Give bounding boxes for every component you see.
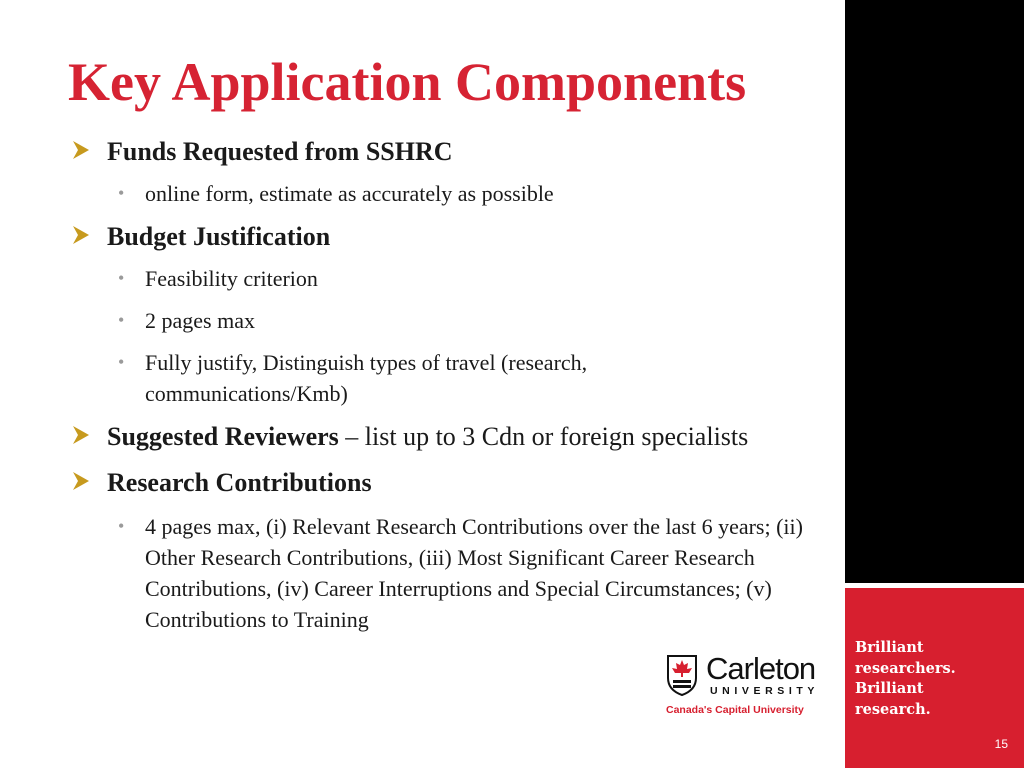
section-reviewers (70, 421, 830, 453)
side-panel-black (845, 0, 1024, 583)
bullet-dot-icon: • (118, 352, 125, 372)
section-heading: Suggested Reviewers (107, 422, 339, 451)
tagline-line: researchers. (855, 659, 956, 677)
list-item (70, 305, 830, 336)
arrow-bullet-icon (70, 468, 92, 494)
list-item (70, 511, 815, 635)
logo-tagline: Canada's Capital University (666, 704, 804, 716)
bullet-dot-icon: • (118, 516, 125, 536)
carleton-logo (666, 652, 831, 722)
list-item-text: 4 pages max, (i) Relevant Research Contributions over the last 6 years; (ii) Other Research Contributions, (iii) Most Significant Career Research Contributions, (iv) Career Interruptions and Special Circumstances; (v) Contributions to Training (145, 514, 803, 632)
list-item-text: Fully justify, Distinguish types of travel (research, communications/Kmb) (145, 350, 588, 406)
page-number: 15 (994, 737, 1008, 751)
bullet-dot-icon: • (118, 268, 125, 288)
arrow-bullet-icon (70, 222, 92, 248)
tagline-line: research. (855, 700, 931, 718)
maple-leaf-shield-icon (666, 654, 698, 696)
list-item-text: 2 pages max (145, 308, 255, 333)
bullet-dot-icon: • (118, 183, 125, 203)
section-heading: Funds Requested from SSHRC (107, 137, 453, 166)
arrow-bullet-icon (70, 422, 92, 448)
section-heading: Budget Justification (107, 222, 331, 251)
content-body (70, 136, 830, 635)
bullet-dot-icon: • (118, 310, 125, 330)
list-item-text: Feasibility criterion (145, 266, 318, 291)
tagline-line: Brilliant (855, 639, 924, 656)
arrow-bullet-icon (70, 137, 92, 163)
list-item-text: online form, estimate as accurately as possible (145, 181, 554, 206)
slide-title: Key Application Components (68, 52, 747, 112)
section-contributions (70, 467, 830, 499)
tagline-line: Brilliant (855, 680, 924, 697)
section-description: – list up to 3 Cdn or foreign specialists (338, 422, 749, 451)
logo-wordmark: Carleton (706, 651, 816, 686)
list-item (70, 178, 830, 209)
brand-tagline (855, 638, 1015, 720)
section-funds (70, 136, 830, 168)
section-heading: Research Contributions (107, 468, 372, 497)
list-item (70, 347, 710, 409)
section-budget (70, 221, 830, 253)
list-item (70, 263, 830, 294)
logo-university: UNIVERSITY (710, 685, 820, 697)
